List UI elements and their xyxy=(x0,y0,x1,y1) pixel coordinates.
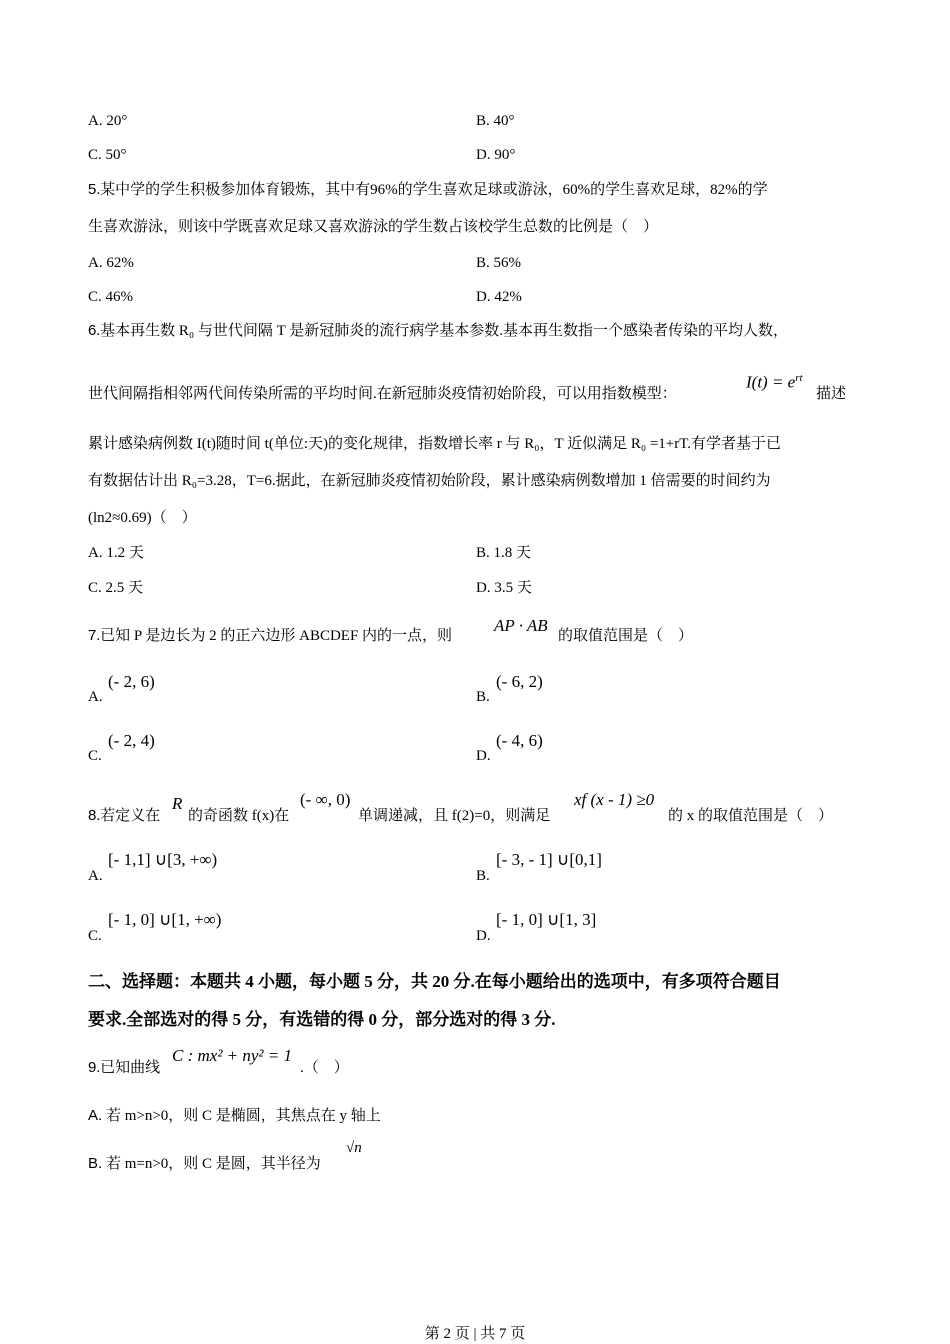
q7-option-a-label: A. xyxy=(88,689,103,705)
q6-stem-line2-end: 描述 xyxy=(816,386,847,402)
q8-stem-start: 8.若定义在 xyxy=(88,807,161,824)
q5-option-c: C. 46% xyxy=(88,289,133,305)
q5-option-b: B. 56% xyxy=(476,255,521,271)
q5-option-d: D. 42% xyxy=(476,289,522,305)
q9-option-b-formula: √n xyxy=(346,1140,362,1156)
q8-stem-part2: 的奇函数 f(x)在 xyxy=(188,808,290,824)
q9-option-a: A. 若 m>n>0，则 C 是椭圆，其焦点在 y 轴上 xyxy=(88,1107,381,1124)
q9-stem: 9.已知曲线 xyxy=(88,1059,161,1076)
q8-option-d: [- 1, 0] ∪[1, 3] xyxy=(496,910,597,929)
q6-option-b: B. 1.8 天 xyxy=(476,545,532,561)
q7-option-b: (- 6, 2) xyxy=(496,672,543,691)
q8-option-c-label: C. xyxy=(88,928,102,944)
q9-number: 9 xyxy=(88,1059,97,1076)
q8-option-a: [- 1,1] ∪[3, +∞) xyxy=(108,850,218,869)
q9-stem-end: .（ ） xyxy=(300,1060,349,1076)
q6-stem-line2: 世代间隔指相邻两代间传染所需的平均时间.在新冠肺炎疫情初始阶段，可以用指数模型： xyxy=(88,386,677,402)
page-footer: 第 2 页 | 共 7 页 xyxy=(424,1326,526,1342)
q7-formula: AP · AB xyxy=(494,616,548,635)
q5-stem-line1: 5.某中学的学生积极参加体育锻炼，其中有96%的学生喜欢足球或游泳，60%的学生喜欢足球，82%的学 xyxy=(88,181,768,198)
q8-option-b-label: B. xyxy=(476,868,490,884)
q9-formula: C : mx² + ny² = 1 xyxy=(172,1046,293,1065)
q6-option-a: A. 1.2 天 xyxy=(88,545,144,561)
q6-option-d: D. 3.5 天 xyxy=(476,580,532,596)
q4-option-d: D. 90° xyxy=(476,147,516,163)
q8-formula-r: R xyxy=(172,794,183,813)
q8-formula-inequality: xf (x - 1) ≥0 xyxy=(574,790,655,809)
q9-option-b: B. 若 m=n>0，则 C 是圆，其半径为 xyxy=(88,1155,321,1172)
q4-option-a: A. 20° xyxy=(88,113,128,129)
q9-option-b-label: B. xyxy=(88,1155,103,1172)
q4-option-c: C. 50° xyxy=(88,147,127,163)
q6-stem-line5: (ln2≈0.69)（ ） xyxy=(88,510,197,526)
q7-stem-end: 的取值范围是（ ） xyxy=(558,628,694,644)
q7-number: 7 xyxy=(88,627,97,644)
q7-option-d-label: D. xyxy=(476,748,491,764)
section2-heading-line2: 要求.全部选对的得 5 分，有选错的得 0 分，部分选对的得 3 分. xyxy=(88,1010,556,1029)
q7-option-c: (- 2, 4) xyxy=(108,731,155,750)
q7-option-a: (- 2, 6) xyxy=(108,672,155,691)
q6-option-c: C. 2.5 天 xyxy=(88,580,144,596)
q7-stem: 7.已知 P 是边长为 2 的正六边形 ABCDEF 内的一点，则 xyxy=(88,627,453,644)
q6-stem-line1: 6.基本再生数 R₀ 与世代间隔 T 是新冠肺炎的流行病学基本参数.基本再生数指一个感染者传染的平均人数， xyxy=(88,322,788,339)
q5-stem-line2: 生喜欢游泳，则该中学既喜欢足球又喜欢游泳的学生数占该校学生总数的比例是（ ） xyxy=(88,219,659,235)
q7-option-d: (- 4, 6) xyxy=(496,731,543,750)
q6-number: 6 xyxy=(88,322,97,339)
q5-number: 5 xyxy=(88,181,97,198)
q8-option-c: [- 1, 0] ∪[1, +∞) xyxy=(108,910,222,929)
q8-option-a-label: A. xyxy=(88,868,103,884)
section2-heading-line1: 二、选择题：本题共 4 小题，每小题 5 分，共 20 分.在每小题给出的选项中，有多项符合题目 xyxy=(88,972,781,991)
q7-option-b-label: B. xyxy=(476,689,490,705)
q4-option-b: B. 40° xyxy=(476,113,515,129)
q6-stem-line3: 累计感染病例数 I(t)随时间 t(单位:天)的变化规律，指数增长率 r 与 R₀，T 近似满足 R₀ =1+rT.有学者基于已 xyxy=(88,436,782,452)
q6-stem-line4: 有数据估计出 R₀=3.28，T=6.据此，在新冠肺炎疫情初始阶段，累计感染病例数增加 1 倍需要的时间约为 xyxy=(88,473,771,489)
q7-option-c-label: C. xyxy=(88,748,102,764)
q8-number: 8 xyxy=(88,807,97,824)
q8-option-b: [- 3, - 1] ∪[0,1] xyxy=(496,850,602,869)
q8-formula-interval: (- ∞, 0) xyxy=(300,790,351,809)
q8-option-d-label: D. xyxy=(476,928,491,944)
q8-stem-end: 的 x 的取值范围是（ ） xyxy=(668,808,834,824)
q5-option-a: A. 62% xyxy=(88,255,134,271)
q9-option-a-label: A. xyxy=(88,1107,103,1124)
q6-formula: $I(t) = e^{rt}$ xyxy=(746,372,803,392)
q8-stem-part3: 单调递减，且 f(2)=0，则满足 xyxy=(358,808,551,824)
